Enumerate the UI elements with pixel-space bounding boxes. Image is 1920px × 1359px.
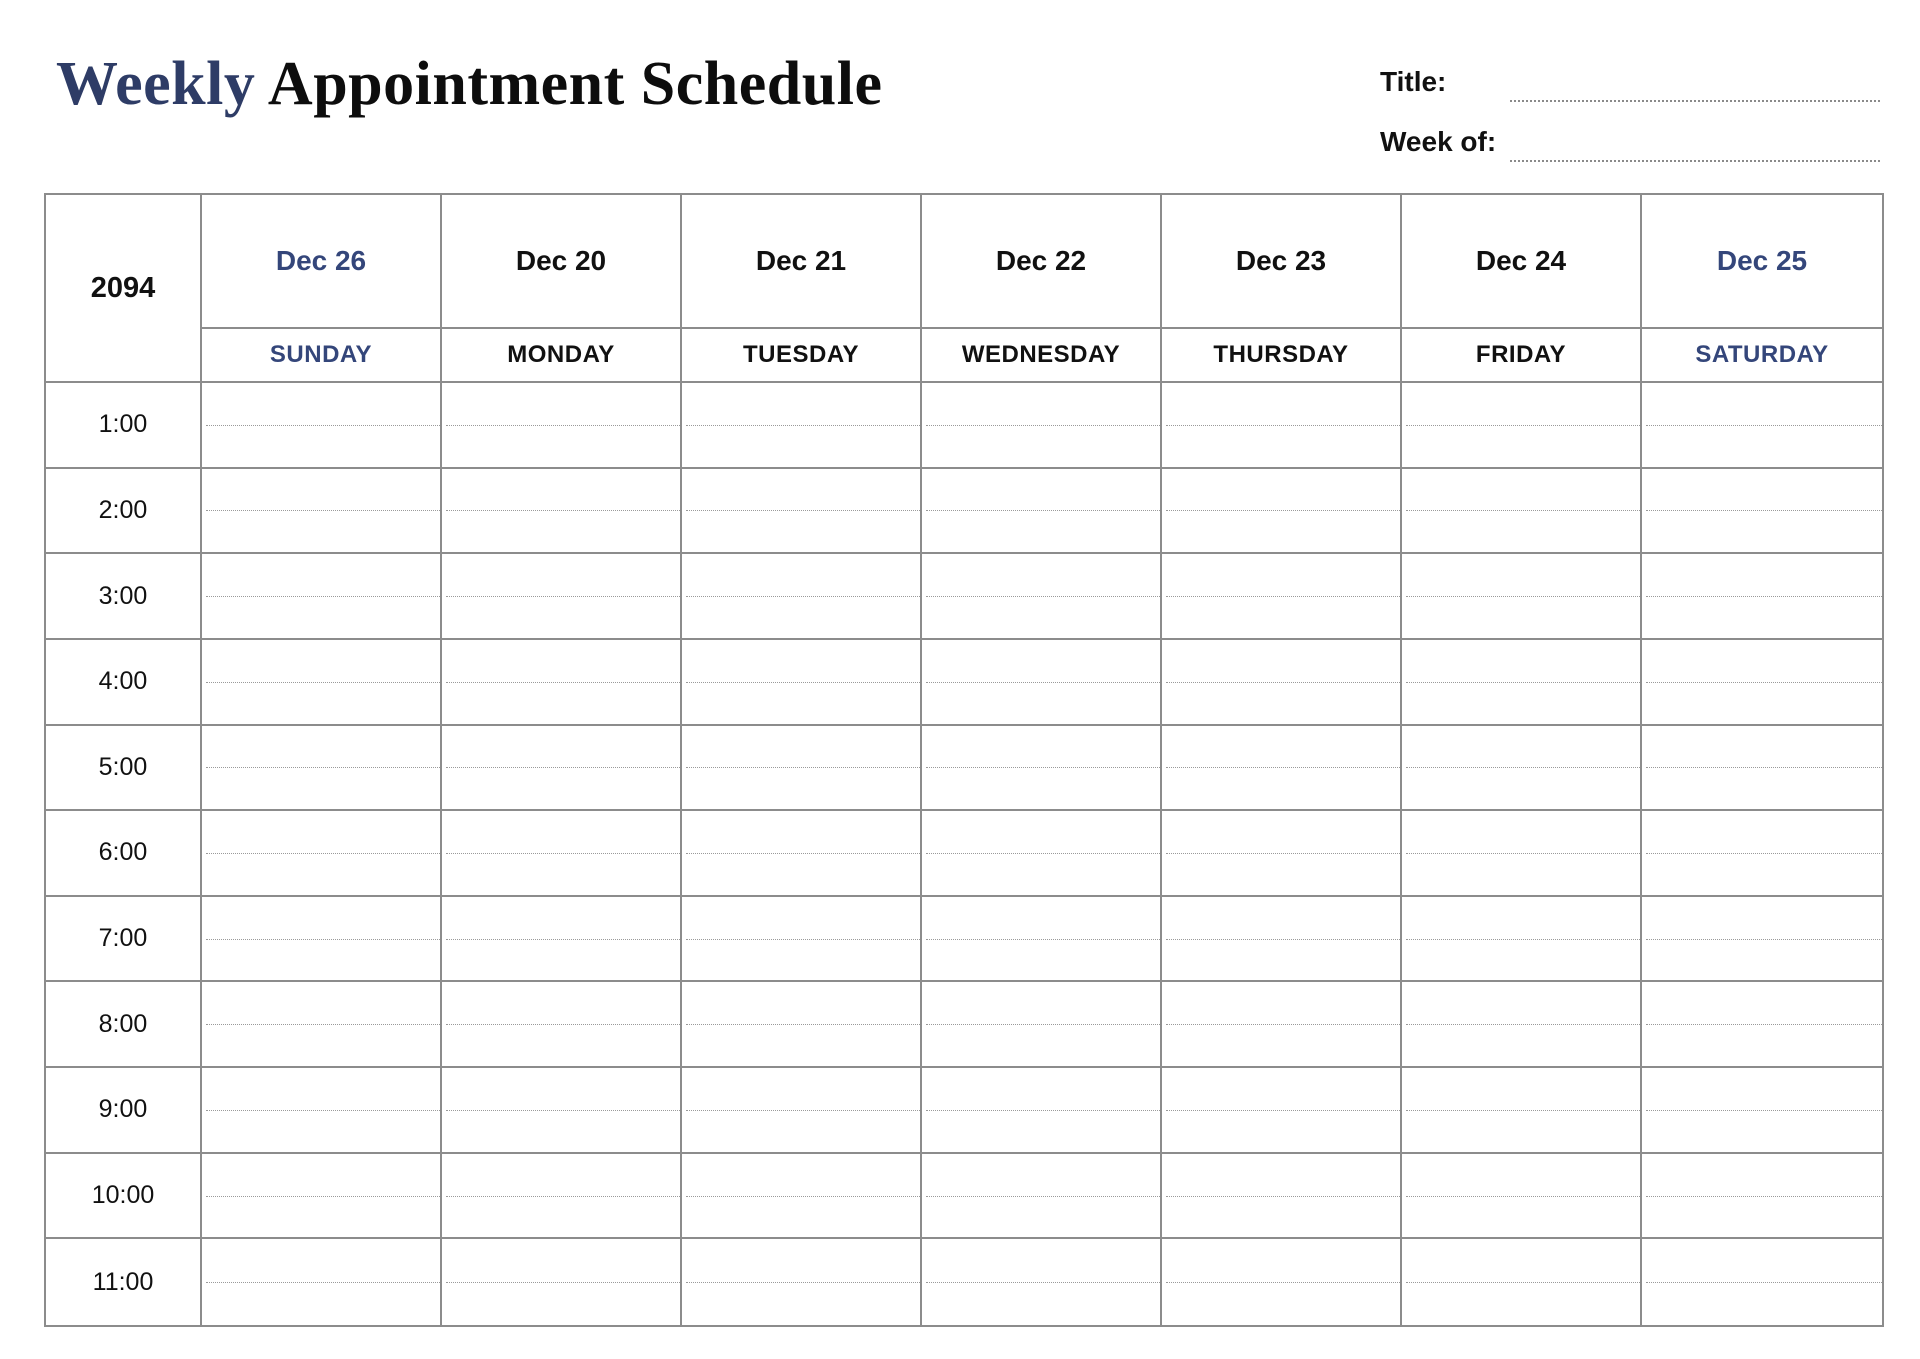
appointment-slot-friday[interactable] [1402, 811, 1642, 897]
page-title [56, 44, 883, 124]
appointment-slot-monday[interactable] [442, 554, 682, 640]
appointment-slot-friday[interactable] [1402, 1239, 1642, 1325]
date-header-friday: Dec 24 [1402, 195, 1642, 329]
time-label: 11:00 [46, 1239, 202, 1325]
appointment-slot-tuesday[interactable] [682, 982, 922, 1068]
appointment-slot-sunday[interactable] [202, 1154, 442, 1240]
appointment-slot-thursday[interactable] [1162, 554, 1402, 640]
appointment-slot-thursday[interactable] [1162, 383, 1402, 469]
appointment-slot-saturday[interactable] [1642, 982, 1882, 1068]
page-title-accent: Weekly [56, 50, 256, 118]
appointment-slot-saturday[interactable] [1642, 640, 1882, 726]
time-label: 9:00 [46, 1068, 202, 1154]
time-label: 1:00 [46, 383, 202, 469]
appointment-slot-monday[interactable] [442, 811, 682, 897]
appointment-slot-saturday[interactable] [1642, 1154, 1882, 1240]
appointment-slot-thursday[interactable] [1162, 469, 1402, 555]
time-label: 2:00 [46, 469, 202, 555]
appointment-slot-wednesday[interactable] [922, 640, 1162, 726]
appointment-slot-tuesday[interactable] [682, 554, 922, 640]
appointment-slot-monday[interactable] [442, 982, 682, 1068]
appointment-slot-sunday[interactable] [202, 1068, 442, 1154]
appointment-slot-friday[interactable] [1402, 982, 1642, 1068]
appointment-slot-monday[interactable] [442, 469, 682, 555]
appointment-slot-tuesday[interactable] [682, 726, 922, 812]
week-of-field-line[interactable] [1510, 160, 1880, 162]
appointment-slot-monday[interactable] [442, 897, 682, 983]
appointment-slot-wednesday[interactable] [922, 1239, 1162, 1325]
appointment-slot-tuesday[interactable] [682, 811, 922, 897]
appointment-slot-wednesday[interactable] [922, 982, 1162, 1068]
appointment-slot-saturday[interactable] [1642, 811, 1882, 897]
appointment-slot-monday[interactable] [442, 1154, 682, 1240]
appointment-slot-monday[interactable] [442, 726, 682, 812]
appointment-slot-saturday[interactable] [1642, 1068, 1882, 1154]
appointment-slot-tuesday[interactable] [682, 1068, 922, 1154]
appointment-slot-wednesday[interactable] [922, 726, 1162, 812]
appointment-slot-thursday[interactable] [1162, 811, 1402, 897]
date-header-monday: Dec 20 [442, 195, 682, 329]
appointment-slot-sunday[interactable] [202, 554, 442, 640]
appointment-slot-tuesday[interactable] [682, 1239, 922, 1325]
date-header-sunday: Dec 26 [202, 195, 442, 329]
appointment-slot-thursday[interactable] [1162, 897, 1402, 983]
date-header-thursday: Dec 23 [1162, 195, 1402, 329]
appointment-slot-wednesday[interactable] [922, 897, 1162, 983]
appointment-slot-monday[interactable] [442, 1068, 682, 1154]
appointment-slot-sunday[interactable] [202, 726, 442, 812]
appointment-slot-wednesday[interactable] [922, 383, 1162, 469]
appointment-slot-sunday[interactable] [202, 982, 442, 1068]
appointment-slot-tuesday[interactable] [682, 1154, 922, 1240]
appointment-slot-friday[interactable] [1402, 640, 1642, 726]
appointment-slot-thursday[interactable] [1162, 982, 1402, 1068]
year-cell: 2094 [46, 195, 202, 383]
appointment-slot-saturday[interactable] [1642, 554, 1882, 640]
appointment-slot-wednesday[interactable] [922, 811, 1162, 897]
appointment-slot-saturday[interactable] [1642, 726, 1882, 812]
appointment-slot-friday[interactable] [1402, 726, 1642, 812]
appointment-slot-monday[interactable] [442, 640, 682, 726]
appointment-slot-wednesday[interactable] [922, 469, 1162, 555]
appointment-slot-monday[interactable] [442, 1239, 682, 1325]
time-label: 5:00 [46, 726, 202, 812]
schedule-grid [44, 193, 1884, 1327]
day-header-monday: MONDAY [442, 329, 682, 383]
appointment-slot-sunday[interactable] [202, 1239, 442, 1325]
appointment-slot-thursday[interactable] [1162, 1154, 1402, 1240]
appointment-slot-sunday[interactable] [202, 897, 442, 983]
day-header-sunday: SUNDAY [202, 329, 442, 383]
appointment-slot-monday[interactable] [442, 383, 682, 469]
title-field-line[interactable] [1510, 100, 1880, 102]
appointment-slot-friday[interactable] [1402, 1154, 1642, 1240]
week-of-field[interactable] [1380, 122, 1880, 162]
day-header-friday: FRIDAY [1402, 329, 1642, 383]
appointment-slot-thursday[interactable] [1162, 640, 1402, 726]
appointment-slot-tuesday[interactable] [682, 469, 922, 555]
appointment-slot-sunday[interactable] [202, 640, 442, 726]
appointment-slot-tuesday[interactable] [682, 383, 922, 469]
week-of-field-label: Week of: [1380, 126, 1497, 157]
day-header-tuesday: TUESDAY [682, 329, 922, 383]
time-label: 4:00 [46, 640, 202, 726]
time-label: 7:00 [46, 897, 202, 983]
time-label: 8:00 [46, 982, 202, 1068]
appointment-slot-saturday[interactable] [1642, 897, 1882, 983]
appointment-slot-tuesday[interactable] [682, 640, 922, 726]
appointment-slot-friday[interactable] [1402, 383, 1642, 469]
appointment-slot-thursday[interactable] [1162, 1068, 1402, 1154]
day-header-wednesday: WEDNESDAY [922, 329, 1162, 383]
appointment-slot-wednesday[interactable] [922, 1154, 1162, 1240]
appointment-slot-wednesday[interactable] [922, 1068, 1162, 1154]
time-label: 10:00 [46, 1154, 202, 1240]
appointment-slot-tuesday[interactable] [682, 897, 922, 983]
day-header-saturday: SATURDAY [1642, 329, 1882, 383]
date-header-wednesday: Dec 22 [922, 195, 1162, 329]
appointment-slot-friday[interactable] [1402, 1068, 1642, 1154]
day-header-thursday: THURSDAY [1162, 329, 1402, 383]
appointment-slot-saturday[interactable] [1642, 1239, 1882, 1325]
title-field-label: Title: [1380, 66, 1447, 97]
title-field[interactable] [1380, 62, 1880, 102]
appointment-slot-sunday[interactable] [202, 811, 442, 897]
appointment-slot-sunday[interactable] [202, 469, 442, 555]
time-label: 6:00 [46, 811, 202, 897]
time-label: 3:00 [46, 554, 202, 640]
appointment-slot-friday[interactable] [1402, 897, 1642, 983]
date-header-tuesday: Dec 21 [682, 195, 922, 329]
appointment-slot-saturday[interactable] [1642, 383, 1882, 469]
appointment-slot-friday[interactable] [1402, 469, 1642, 555]
appointment-slot-wednesday[interactable] [922, 554, 1162, 640]
appointment-slot-thursday[interactable] [1162, 1239, 1402, 1325]
appointment-slot-saturday[interactable] [1642, 469, 1882, 555]
date-header-saturday: Dec 25 [1642, 195, 1882, 329]
appointment-slot-friday[interactable] [1402, 554, 1642, 640]
appointment-slot-sunday[interactable] [202, 383, 442, 469]
appointment-slot-thursday[interactable] [1162, 726, 1402, 812]
page-title-rest: Appointment Schedule [267, 50, 883, 118]
